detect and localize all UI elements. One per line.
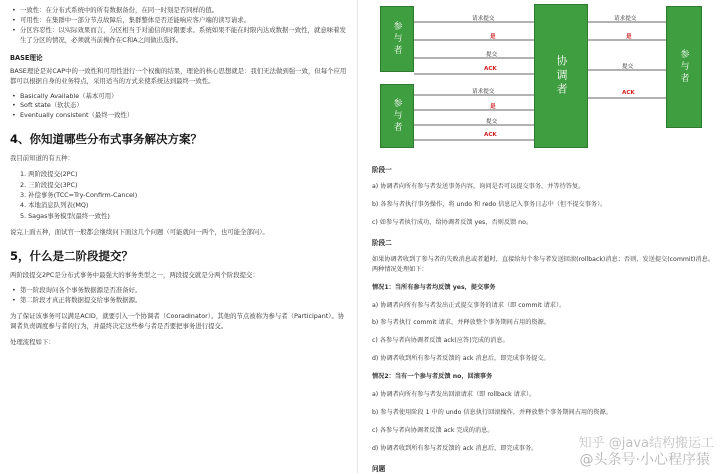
participant-label: 参与者: [391, 98, 402, 134]
left-column: [0, 0, 355, 473]
phase1-heading: 阶段一: [372, 166, 392, 174]
q5-paragraph-2: 为了保证该事务可以满足ACID，就要引入一个协调者（Cooradinator）。其他的节点被称为参与者（Participant）。协调者负责调度参与者的行为，并最终决定这些参与者是否要把事务进行提交。: [10, 311, 345, 330]
label-ack: ACK: [622, 90, 635, 96]
participant-label: 参与者: [391, 21, 402, 57]
q5-paragraph: 两阶段提交2PC是分布式事务中最强大的事务类型之一，两段提交就是分两个阶段提交：: [10, 271, 259, 280]
label-yes: 是: [490, 104, 496, 110]
case2-heading: 情况2：当有一个参与者反馈 no，回滚事务: [372, 373, 493, 381]
list-item: • 一致性：在分布式系统中的所有数据备份，在同一时刻是否同样的值。: [10, 6, 347, 16]
label-commit: 提交: [486, 52, 498, 58]
label-request-commit: 请求提交: [472, 89, 495, 95]
case2-step-d: d) 协调者收到所有参与者反馈的 ack 消息后，即完成事务。: [372, 444, 538, 452]
list-item: • Soft state（软状态）: [10, 101, 347, 111]
q5-heading: 5，什么是二阶段提交？: [10, 249, 134, 264]
case1-step-d: d) 协调者收到所有参与者反馈的 ack 消息后，即完成事务提交。: [372, 355, 550, 363]
label-ack: ACK: [484, 132, 497, 138]
case1-step-a: a) 协调者向所有参与者发出正式提交事务的请求（即 commit 请求）。: [372, 301, 566, 309]
participant-box-3: [666, 6, 702, 128]
participant-label: 参与者: [678, 49, 689, 85]
phase1-step-a: a) 协调者向所有参与者发送事务内容，询问是否可以提交事务，并等待答复。: [372, 183, 585, 190]
coordinator-label: 协调者: [555, 55, 568, 97]
case1-step-b: b) 参与者执行 commit 请求，并释放整个事务期间占用的资源。: [372, 319, 550, 327]
list-item: 3. 补偿事务(TCC=Try-Confirm-Cancel): [20, 190, 138, 199]
q4-list: [10, 169, 347, 221]
two-phase-commit-diagram: [376, 0, 706, 152]
case2-step-a: a) 协调者向所有参与者发出回滚请求（即 rollback 请求）。: [372, 391, 536, 399]
phase1-step-b: b) 各参与者执行事务操作，将 undo 和 redo 信息记入事务日志中（但不提交事务）。: [372, 200, 607, 208]
list-item: • 分区容忍性：以实际效果而言，分区相当于对通信的时限要求。系统如果不能在时限内达成数据一致性，就意味着发生了分区的情况，必须就当前操作在C和A之间做出选择。: [10, 26, 347, 46]
case2-step-c: c) 各参与者向协调者反馈 ack 完成的消息。: [372, 426, 494, 434]
q5-list: [10, 286, 347, 306]
coordinator-box: [534, 4, 588, 148]
base-paragraph: BASE理论是对CAP中的一致性和可用性进行一个权衡的结果，理论的核心思想就是：我们无法做到强一致，但每个应用都可以根据自身的业务特点，采用适当的方式来使系统达到最终一致性。: [10, 66, 347, 85]
participant-box-1: [380, 6, 414, 72]
watermark-toutiao: @头条号·小心程序猿: [579, 452, 710, 468]
list-item: • 第二阶段才真正将数据提交给事务数据源。: [10, 296, 347, 306]
phase2-paragraph: 如果协调者收到了参与者的失败消息或者超时，直接给每个参与者发送回滚(rollback)消息；否则，发送提交(commit)消息。两种情况处理如下：: [372, 255, 715, 273]
label-request-commit: 请求提交: [614, 16, 637, 22]
case2-step-b: b) 参与者使用阶段 1 中的 undo 信息执行回滚操作，并释放整个事务期间占用的资源。: [372, 409, 612, 417]
label-commit: 提交: [622, 64, 634, 70]
list-item: • 第一阶段询问各个事务数据源是否准备好。: [10, 286, 347, 296]
base-heading: BASE理论: [10, 53, 43, 62]
label-request-commit: 请求提交: [472, 16, 495, 22]
watermark-zhihu: 知乎 @java结构搬运工: [578, 436, 714, 451]
list-item: • Basically Available（基本可用）: [10, 92, 347, 102]
base-list: [10, 92, 347, 122]
label-ack: ACK: [484, 66, 497, 72]
q4-outro: 说完上面五种，面试官一般都会继续问下面这几个问题（可能就问一两个，也可能全部问）。: [10, 228, 269, 237]
right-column: [362, 0, 720, 473]
q4-heading: 4、你知道哪些分布式事务解决方案？: [10, 132, 202, 147]
label-yes: 是: [490, 34, 496, 40]
cap-list: [10, 6, 347, 46]
list-item: 1. 两阶段提交(2PC): [20, 170, 78, 179]
q5-flow-label: 处理流程如下：: [10, 337, 55, 346]
label-yes: 是: [626, 34, 632, 40]
participant-box-2: [380, 84, 414, 148]
case1-heading: 情况1：当所有参与者均反馈 yes，提交事务: [372, 283, 496, 291]
phase2-heading: 阶段二: [372, 238, 392, 247]
list-item: 5. Sagas事务模型(最终一致性): [20, 211, 110, 220]
list-item: • Eventually consistent（最终一致性）: [10, 111, 347, 121]
problems-heading: 问题: [372, 464, 386, 473]
column-divider: [357, 0, 358, 473]
q4-intro: 我目前知道的有五种：: [10, 154, 74, 163]
case1-step-c: c) 各参与者向协调者反馈 ack(应答)完成的消息。: [372, 337, 509, 345]
list-item: 2. 三阶段提交(3PC): [20, 180, 78, 189]
list-item: 4. 本地消息队列表(MQ): [20, 201, 89, 210]
phase1-step-c: c) 如参与者执行成功，给协调者反馈 yes，否则反馈 no。: [372, 218, 533, 226]
label-commit: 提交: [486, 119, 498, 125]
list-item: • 可用性：在集群中一部分节点故障后，集群整体是否还能响应客户端的读写请求。: [10, 16, 347, 26]
